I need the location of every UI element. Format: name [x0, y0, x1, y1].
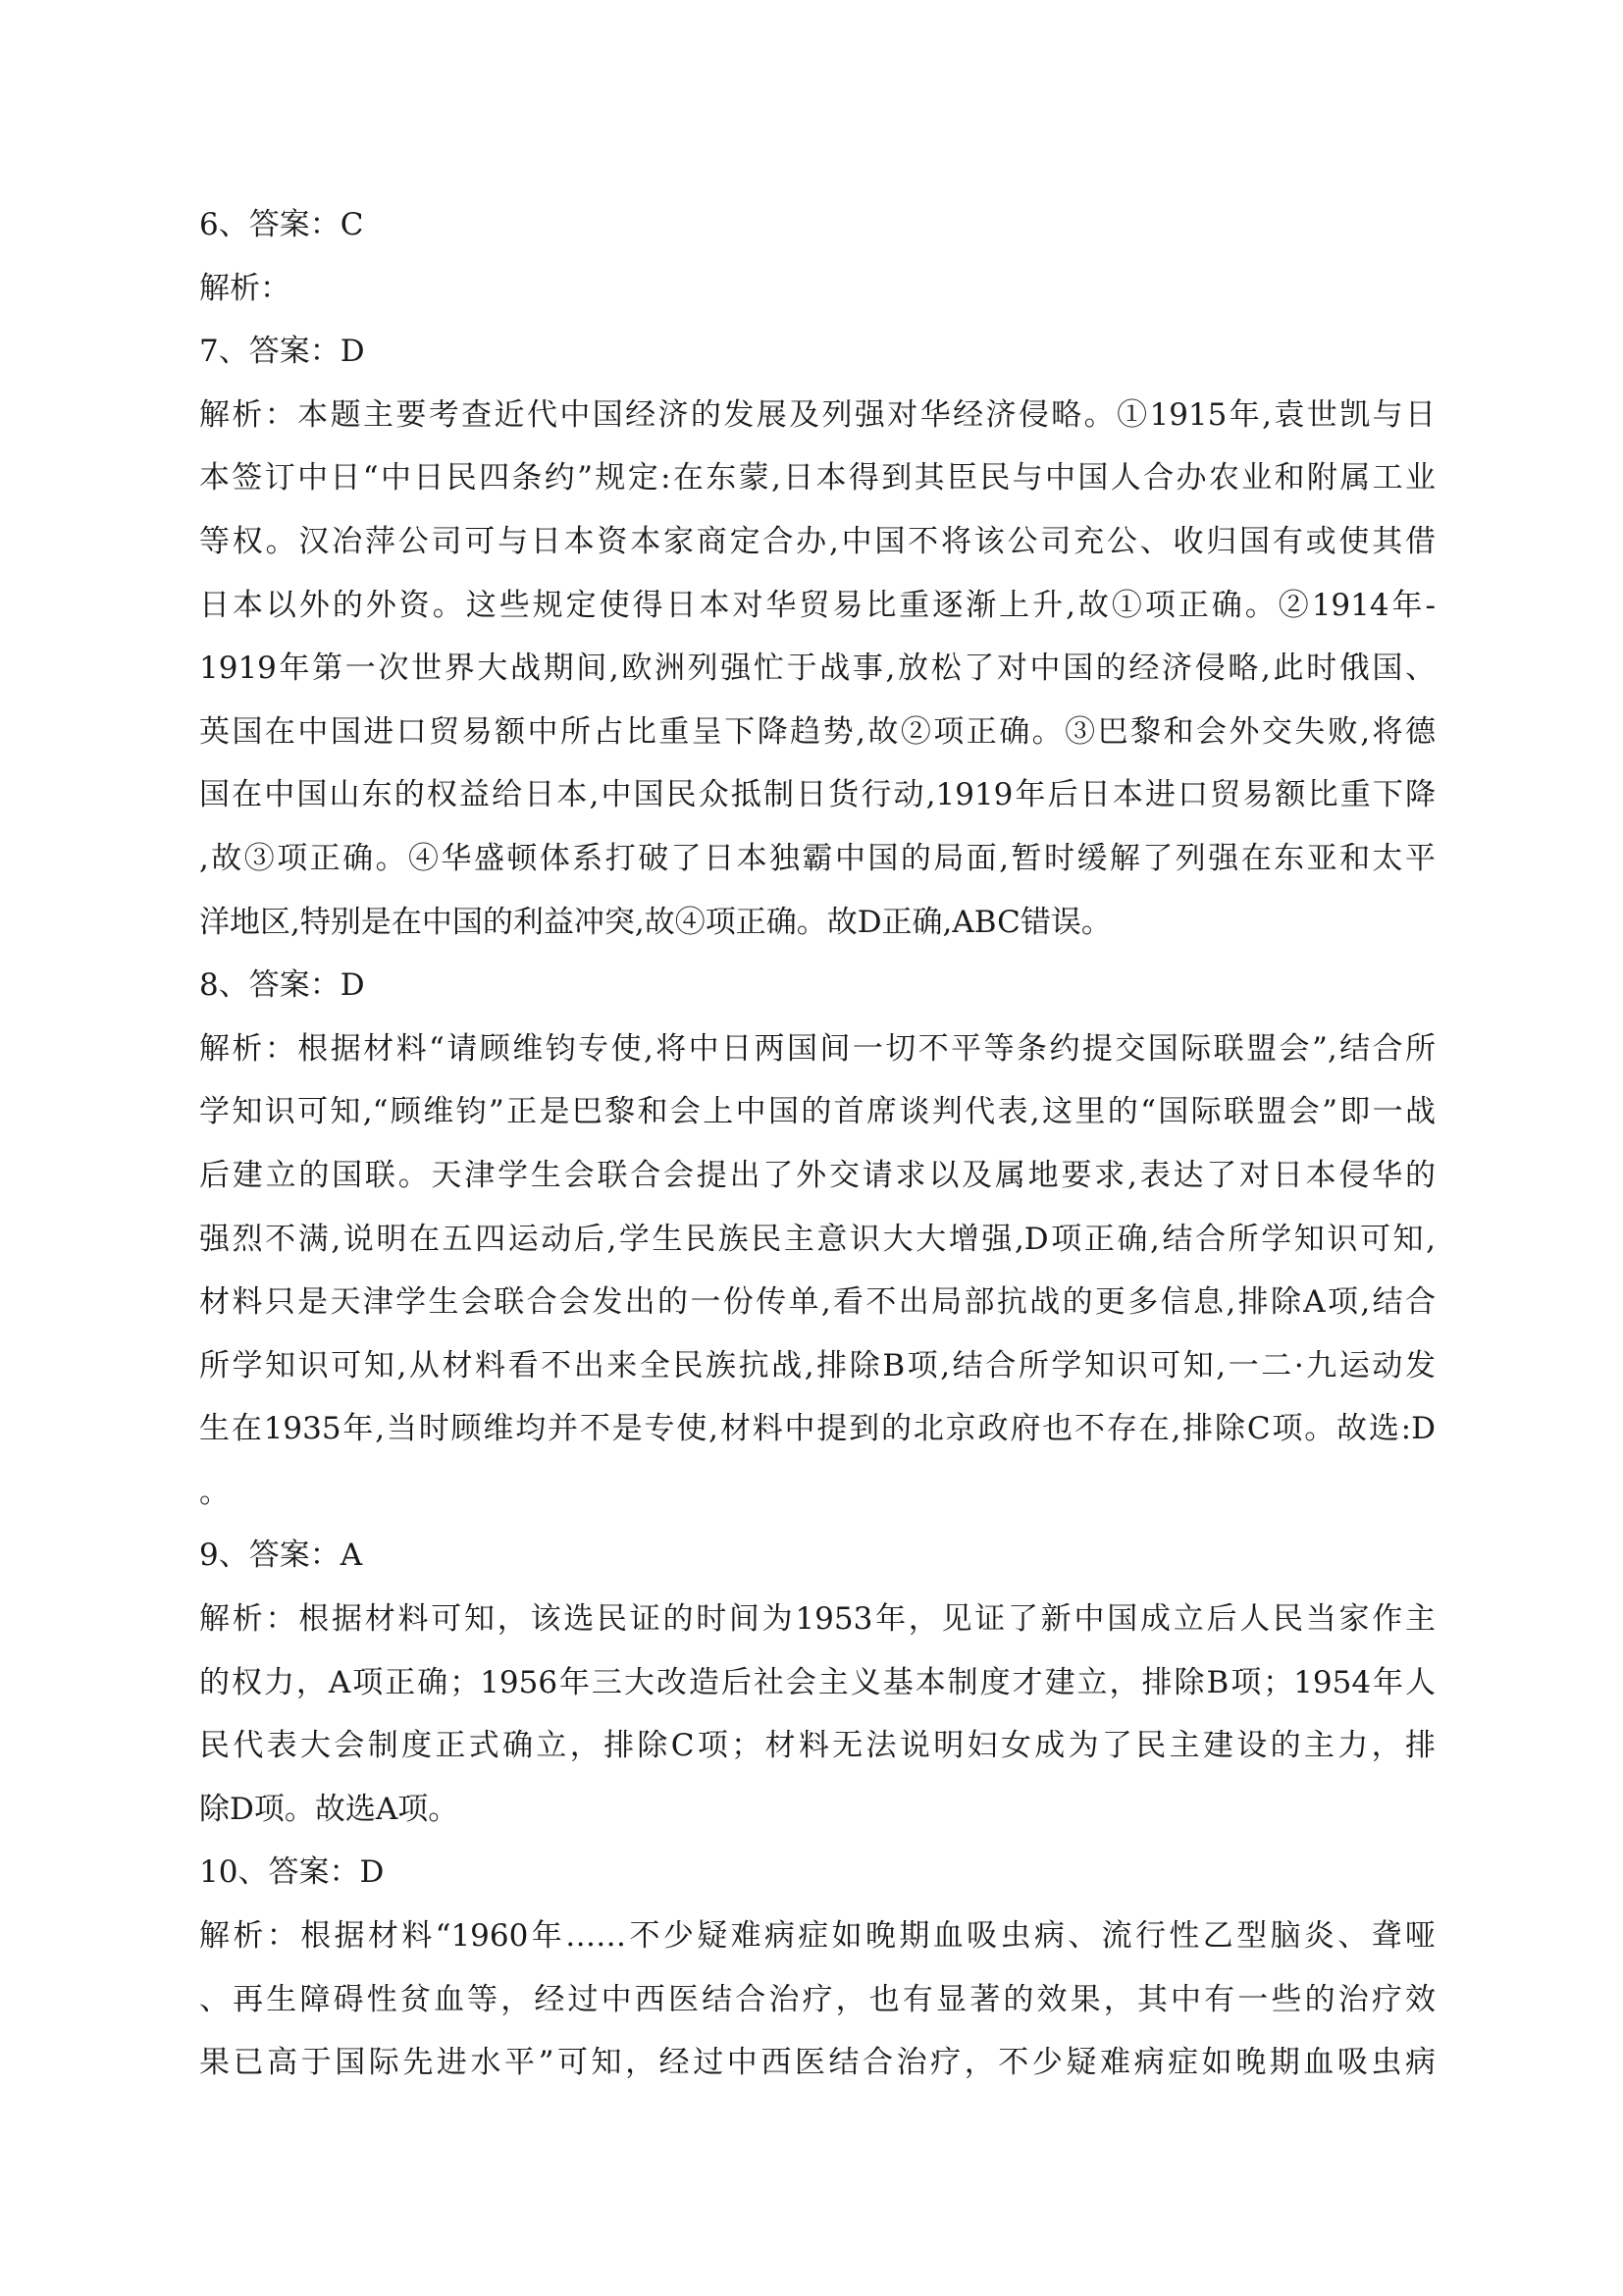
answer-8-heading: 8、答案：D: [199, 967, 365, 1004]
answer-9-explanation-line: 的权力，A项正确；1956年三大改造后社会主义基本制度才建立，排除B项；1954年人: [199, 1664, 1436, 1700]
answer-7-explanation-line: 本签订中日“中日民四条约”规定:在东蒙,日本得到其臣民与中国人合办农业和附属工业: [199, 460, 1436, 496]
answer-7-explanation-line: 解析：本题主要考查近代中国经济的发展及列强对华经济侵略。①1915年,袁世凯与日: [199, 396, 1436, 433]
answer-7-heading: 7、答案：D: [199, 334, 365, 370]
answer-9-explanation-line: 除D项。故选A项。: [199, 1791, 459, 1827]
answer-8-explanation-line: 后建立的国联。天津学生会联合会提出了外交请求以及属地要求,表达了对日本侵华的: [199, 1157, 1436, 1193]
answer-8-explanation-line: 强烈不满,说明在五四运动后,学生民族民主意识大大增强,D项正确,结合所学知识可知,: [199, 1221, 1436, 1257]
answer-7-explanation-line: ,故③项正确。④华盛顿体系打破了日本独霸中国的局面,暂时缓解了列强在东亚和太平: [199, 840, 1436, 876]
answer-10-heading: 10、答案：D: [199, 1854, 385, 1891]
answer-10-explanation-line: 、再生障碍性贫血等，经过中西医结合治疗，也有显著的效果，其中有一些的治疗效: [199, 1981, 1436, 2017]
answer-8-explanation-line: 学知识可知,“顾维钧”正是巴黎和会上中国的首席谈判代表,这里的“国际联盟会”即一战: [199, 1094, 1436, 1130]
answer-7-explanation-line: 洋地区,特别是在中国的利益冲突,故④项正确。故D正确,ABC错误。: [199, 904, 1112, 940]
answer-8-explanation-line: 。: [199, 1474, 230, 1510]
answer-8-explanation-line: 解析：根据材料“请顾维钧专使,将中日两国间一切不平等条约提交国际联盟会”,结合所: [199, 1030, 1436, 1067]
answer-8-explanation-line: 材料只是天津学生会联合会发出的一份传单,看不出局部抗战的更多信息,排除A项,结合: [199, 1284, 1436, 1321]
answer-9-explanation-line: 民代表大会制度正式确立，排除C项；材料无法说明妇女成为了民主建设的主力，排: [199, 1728, 1436, 1764]
answer-7-explanation-line: 1919年第一次世界大战期间,欧洲列强忙于战事,放松了对中国的经济侵略,此时俄国、: [199, 651, 1436, 687]
answer-6-heading: 6、答案：C: [199, 207, 364, 242]
answer-explanations: [199, 193, 1436, 2095]
answer-7-explanation-line: 国在中国山东的权益给日本,中国民众抵制日货行动,1919年后日本进口贸易额比重下降: [199, 777, 1436, 813]
answer-7-explanation-line: 日本以外的外资。这些规定使得日本对华贸易比重逐渐上升,故①项正确。②1914年-: [199, 587, 1436, 623]
answer-6-explanation: 解析：: [199, 270, 290, 306]
answer-10-explanation-line: 果已高于国际先进水平”可知，经过中西医结合治疗，不少疑难病症如晚期血吸虫病: [199, 2045, 1436, 2081]
answer-10-explanation-line: 解析：根据材料“1960年……不少疑难病症如晚期血吸虫病、流行性乙型脑炎、聋哑: [199, 1918, 1436, 1955]
answer-8-explanation-line: 所学知识可知,从材料看不出来全民族抗战,排除B项,结合所学知识可知,一二·九运动发: [199, 1347, 1437, 1383]
answer-8-explanation-line: 生在1935年,当时顾维均并不是专使,材料中提到的北京政府也不存在,排除C项。故选:D: [199, 1411, 1436, 1447]
answer-9-heading: 9、答案：A: [199, 1538, 363, 1574]
answer-9-explanation-line: 解析：根据材料可知，该选民证的时间为1953年，见证了新中国成立后人民当家作主: [199, 1601, 1436, 1638]
answer-7-explanation-line: 等权。汉冶萍公司可与日本资本家商定合办,中国不将该公司充公、收归国有或使其借: [199, 523, 1436, 559]
answer-7-explanation-line: 英国在中国进口贸易额中所占比重呈下降趋势,故②项正确。③巴黎和会外交失败,将德: [199, 713, 1436, 750]
